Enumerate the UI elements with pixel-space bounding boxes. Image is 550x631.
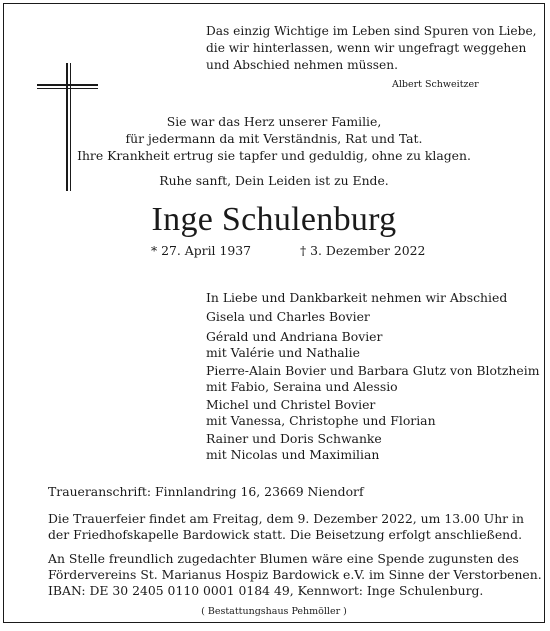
mourner-line: Gisela und Charles Bovier bbox=[206, 309, 370, 324]
mourner-line: mit Nicolas und Maximilian bbox=[206, 447, 380, 462]
ceremony-line: Die Trauerfeier findet am Freitag, dem 9. Dezember 2022, um 13.00 Uhr in bbox=[48, 511, 524, 526]
mourner-line: mit Vanessa, Christophe und Florian bbox=[206, 413, 436, 428]
death-date: † 3. Dezember 2022 bbox=[300, 243, 426, 258]
tribute-farewell: Ruhe sanft, Dein Leiden ist zu Ende. bbox=[159, 173, 389, 188]
mourner-line: Gérald und Andriana Bovier bbox=[206, 329, 383, 344]
mourner-line: mit Fabio, Seraina und Alessio bbox=[206, 379, 398, 394]
mourner-line: Michel und Christel Bovier bbox=[206, 397, 376, 412]
mourners-intro: In Liebe und Dankbarkeit nehmen wir Abschied bbox=[206, 290, 508, 305]
tribute-line: Ihre Krankheit ertrug sie tapfer und geduldig, ohne zu klagen. bbox=[77, 148, 471, 163]
donation-line: An Stelle freundlich zugedachter Blumen wäre eine Spende zugunsten des bbox=[48, 551, 519, 566]
mourning-address: Traueranschrift: Finnlandring 16, 23669 Niendorf bbox=[48, 484, 364, 499]
ceremony-line: der Friedhofskapelle Bardowick statt. Die Beisetzung erfolgt anschließend. bbox=[48, 527, 523, 542]
quote-line: und Abschied nehmen müssen. bbox=[206, 58, 398, 72]
donation-line: Fördervereins St. Marianus Hospiz Bardowick e.V. im Sinne der Verstorbenen. bbox=[48, 567, 542, 582]
mourner-line: Rainer und Doris Schwanke bbox=[206, 431, 382, 446]
mourner-line: Pierre-Alain Bovier und Barbara Glutz von Blotzheim bbox=[206, 363, 540, 378]
quote-author: Albert Schweitzer bbox=[392, 79, 479, 90]
funeral-home: ( Bestattungshaus Pehmöller ) bbox=[201, 606, 347, 617]
donation-line: IBAN: DE 30 2405 0110 0001 0184 49, Kennwort: Inge Schulenburg. bbox=[48, 583, 484, 598]
mourner-line: mit Valérie und Nathalie bbox=[206, 345, 360, 360]
tribute-line: für jedermann da mit Verständnis, Rat und Tat. bbox=[125, 131, 423, 146]
deceased-name: Inge Schulenburg bbox=[151, 201, 397, 238]
birth-date: * 27. April 1937 bbox=[151, 243, 251, 258]
tribute-line: Sie war das Herz unserer Familie, bbox=[166, 114, 382, 129]
quote-line: Das einzig Wichtige im Leben sind Spuren von Liebe, bbox=[206, 24, 537, 38]
obituary-notice bbox=[3, 3, 545, 623]
quote-line: die wir hinterlassen, wenn wir ungefragt weggehen bbox=[206, 41, 527, 55]
